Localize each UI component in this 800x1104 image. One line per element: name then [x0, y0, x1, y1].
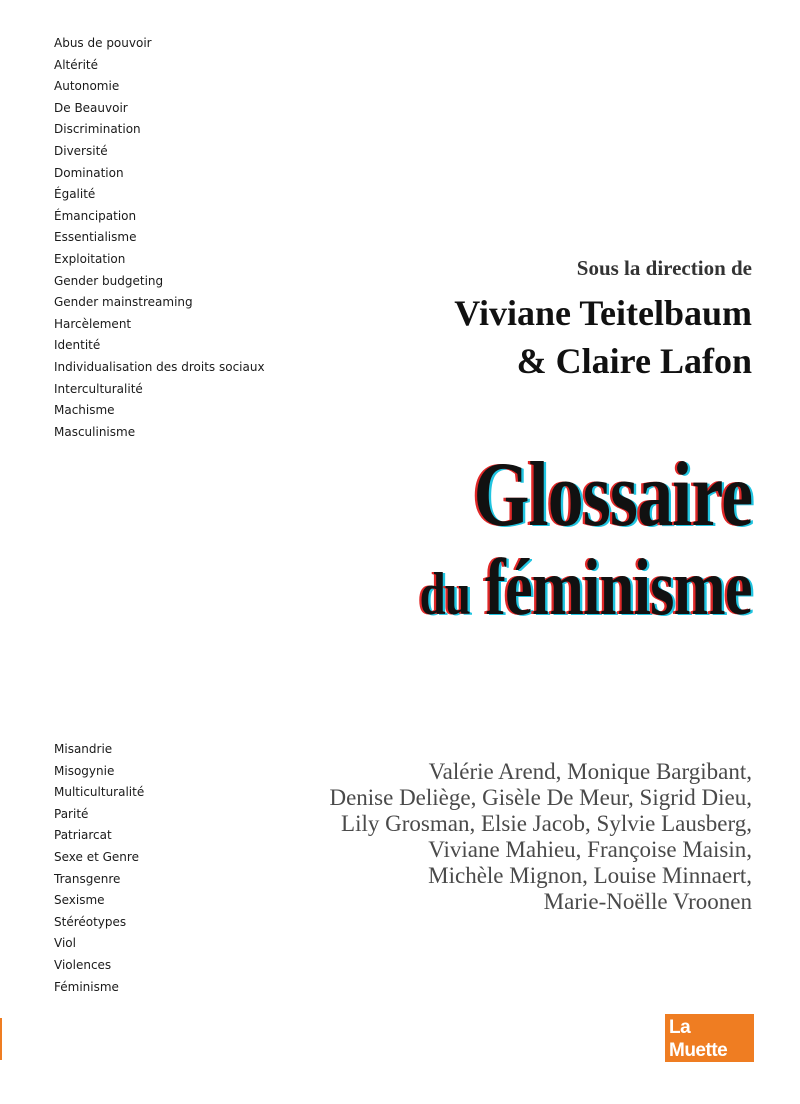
publisher-logo	[665, 1014, 754, 1074]
keyword-item: Gender budgeting	[54, 273, 164, 288]
title-word-feminisme: féminisme	[485, 544, 752, 632]
keyword-item: Gender mainstreaming	[54, 295, 193, 310]
keyword-item: Transgenre	[54, 871, 121, 886]
contributor-list	[329, 759, 752, 915]
keyword-item: Sexe et Genre	[54, 849, 139, 864]
keyword-item: Diversité	[54, 143, 108, 158]
contributor-line: Denise Deliège, Gisèle De Meur, Sigrid Dieu,	[329, 785, 752, 810]
keyword-list-bottom	[54, 739, 144, 998]
editor-name-2: & Claire Lafon	[516, 341, 752, 381]
keyword-item: De Beauvoir	[54, 100, 128, 115]
keyword-item: Domination	[54, 165, 124, 180]
keyword-item: Harcèlement	[54, 316, 132, 331]
contributor-line: Lily Grosman, Elsie Jacob, Sylvie Lausberg,	[341, 811, 752, 836]
keyword-item: Féminisme	[54, 979, 119, 994]
keyword-item: Émancipation	[54, 208, 137, 223]
publisher-imprint: Le Bord de l'eau	[669, 1063, 742, 1074]
publisher-name: La Muette	[669, 1017, 728, 1061]
keyword-item: Essentialisme	[54, 230, 137, 245]
contributor-line: Valérie Arend, Monique Bargibant,	[428, 759, 752, 784]
direction-label: Sous la direction de	[576, 256, 752, 280]
keyword-item: Égalité	[54, 187, 96, 202]
keyword-item: Individualisation des droits sociaux	[54, 359, 265, 374]
keyword-item: Identité	[54, 338, 101, 353]
keyword-item: Autonomie	[54, 79, 120, 94]
keyword-item: Violences	[54, 957, 112, 972]
keyword-item: Viol	[54, 936, 76, 951]
keyword-item: Altérité	[54, 57, 98, 72]
keyword-item: Sexisme	[54, 893, 105, 908]
keyword-item: Patriarcat	[54, 828, 112, 843]
keyword-item: Misogynie	[54, 763, 115, 778]
edge-mark	[0, 1018, 2, 1060]
keyword-item: Interculturalité	[54, 381, 143, 396]
contributor-line: Marie-Noëlle Vroonen	[543, 889, 752, 914]
keyword-item: Masculinisme	[54, 424, 136, 439]
keyword-item: Discrimination	[54, 122, 141, 137]
book-title-line-1: Glossaire	[473, 443, 752, 545]
keyword-item: Abus de pouvoir	[54, 36, 152, 50]
keyword-item: Parité	[54, 806, 89, 821]
keyword-list-top	[54, 33, 265, 443]
keyword-item: Misandrie	[54, 742, 113, 756]
contributor-line: Viviane Mahieu, Françoise Maisin,	[428, 837, 752, 862]
keyword-item: Machisme	[54, 403, 115, 418]
keyword-item: Exploitation	[54, 251, 126, 266]
editor-name-1: Viviane Teitelbaum	[454, 293, 752, 333]
book-title-line-2	[419, 544, 752, 634]
title-word-du: du	[419, 561, 471, 627]
contributor-line: Michèle Mignon, Louise Minnaert,	[428, 863, 752, 888]
keyword-item: Stéréotypes	[54, 914, 127, 929]
keyword-item: Multiculturalité	[54, 785, 145, 800]
